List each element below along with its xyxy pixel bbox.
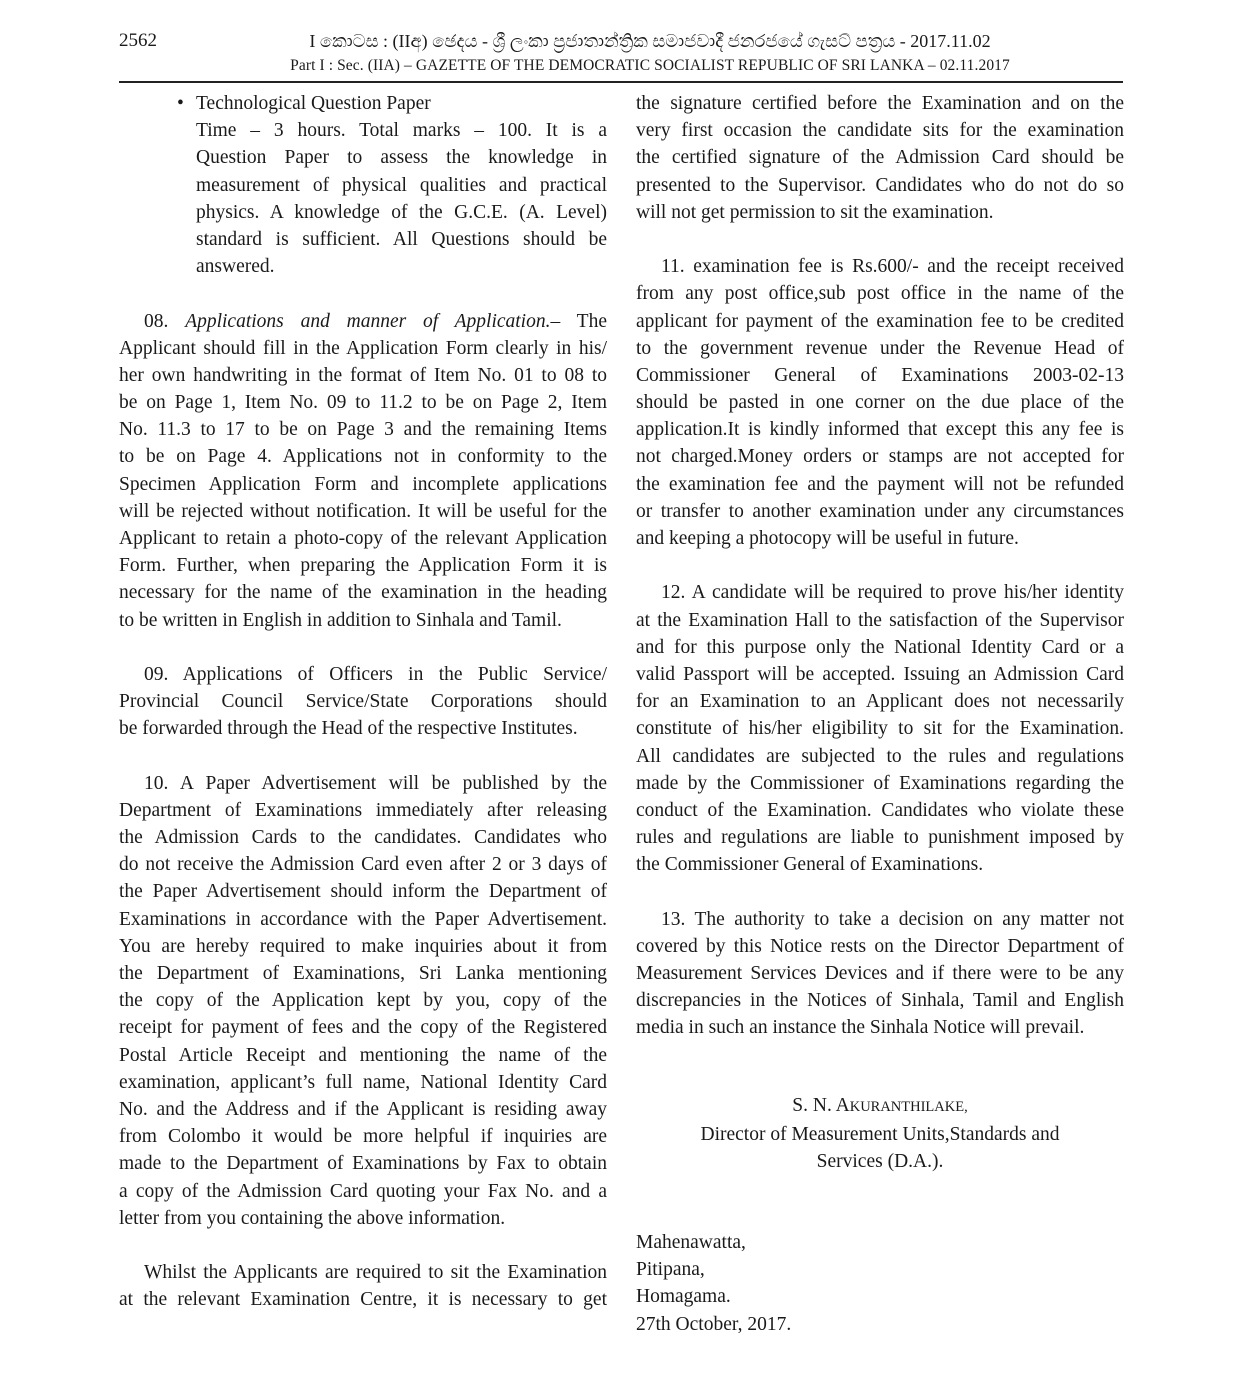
text-line: necessary for the name of the examination in the heading [119,582,607,604]
text-line: answered. [196,256,275,278]
text-line: will not get permission to sit the examination. [636,201,994,223]
text-line: Form. Further, when preparing the Application Form it is [119,555,607,577]
address-line: Homagama. [636,1286,731,1308]
text-line: to the government revenue under the Revenue Head of [636,337,1124,359]
text-line: constitute of his/her eligibility to sit for the Examination. [636,718,1124,740]
text-line: from Colombo it would be more helpful if inquiries are [119,1126,607,1148]
signature-block [636,1092,1124,1176]
text-line: at the relevant Examination Centre, it is necessary to get [119,1289,607,1311]
text-line: physics. A knowledge of the G.C.E. (A. Level) [196,201,607,223]
text-line: examination, applicant’s full name, National Identity Card [119,1071,607,1093]
header-sinhala-title: I කොටස : (IIඅ) ඡෙදය - ශ්‍රී ලංකා ප්‍රජාතාන්ත්‍රික සමාජවාදී ජනරජයේ ගැසට් පත්‍රය - 2017.11.02 [309,31,991,51]
text-line: applicant for payment of the examination fee to be credited [636,310,1124,332]
address-line: Pitipana, [636,1259,705,1281]
left-column [119,90,607,1313]
text-line: 12. A candidate will be required to prove his/her identity [661,582,1124,604]
text-line: not charged.Money orders or stamps are not accepted for [636,446,1124,468]
text-line: Applicant should fill in the Application Form clearly in his/ [119,337,607,359]
text-line: the certified signature of the Admission Card should be [636,147,1124,169]
date-line: 27th October, 2017. [636,1313,792,1335]
address-block [636,1229,791,1338]
text-line: the copy of the Application kept by you, copy of the [119,990,607,1012]
text-line: do not receive the Admission Card even after 2 or 3 days of [119,854,607,876]
text-line: very first occasion the candidate sits for the examination [636,120,1124,142]
paragraph-08-heading-line [119,308,607,335]
text-line: to be written in English in addition to Sinhala and Tamil. [119,609,562,631]
text-line: the signature certified before the Examination and on the [636,93,1124,114]
text-line: presented to the Supervisor. Candidates who do not do so [636,174,1124,196]
text-line: Measurement Services Devices and if there were to be any [636,963,1124,984]
bullet-icon: • [177,93,184,114]
text-line: valid Passport will be accepted. Issuing an Admission Card [636,663,1124,685]
paragraph-13 [636,906,1124,1042]
paragraph-10 [119,770,607,1232]
paragraph-11 [636,253,1124,552]
page-number: 2562 [119,30,157,51]
text-line: measurement of physical qualities and practical [196,174,607,196]
text-line: Specimen Application Form and incomplete applications [119,473,607,495]
text-line: her own handwriting in the format of Item No. 01 to 08 to [119,364,607,386]
text-line: covered by this Notice rests on the Director Department of [636,935,1124,957]
text-line: 11. examination fee is Rs.600/- and the receipt received [661,256,1124,278]
text-line: and for this purpose only the National Identity Card or a [636,636,1124,658]
text-line: to be on Page 4. Applications not in conformity to the [119,446,607,468]
signatory-title-line: Director of Measurement Units,Standards and [700,1124,1060,1146]
signatory-name-initials: S. N. A [792,1095,850,1116]
header-divider [119,81,1123,83]
technological-paper-item [119,90,607,280]
text-line: All candidates are subjected to the rules and regulations [636,745,1124,767]
text-line: will be rejected without notification. It will be useful for the [119,500,607,522]
paragraph-09 [119,661,607,743]
text-line: You are hereby required to make inquiries about it from [119,935,607,957]
text-line: the examination fee and the payment will not be refunded [636,473,1124,495]
text-line: or transfer to another examination under any circumstances [636,500,1124,522]
text-line: 09. Applications of Officers in the Public Service/ [144,663,607,685]
paragraph-12 [636,579,1124,878]
text-line: No. and the Address and if the Applicant is residing away [119,1098,607,1120]
paragraph-whilst [119,1259,607,1313]
text-line: application.It is kindly informed that except this any fee is [636,419,1124,441]
text-line: should be pasted in one corner on the due place of the [636,392,1124,414]
paragraph-number: 08. [144,310,169,332]
text-line: discrepancies in the Notices of Sinhala, Tamil and English [636,990,1124,1012]
text-line: rules and regulations are liable to punishment imposed by [636,827,1124,849]
text-line: Postal Article Receipt and mentioning the name of the [119,1044,607,1066]
text-line: a copy of the Admission Card quoting your Fax No. and a [119,1180,607,1202]
text-line: receipt for payment of fees and the copy of the Registered [119,1017,607,1039]
paragraph-continuation [636,90,1124,226]
address-line: Mahenawatta, [636,1232,746,1253]
text-line: 13. The authority to take a decision on any matter not [661,908,1124,930]
text-line: the Paper Advertisement should inform the Department of [119,881,607,903]
text-line: the Department of Examinations, Sri Lanka mentioning [119,963,607,984]
text-line: made by the Commissioner of Examinations regarding the [636,772,1124,794]
bullet-title: Technological Question Paper [196,93,431,114]
bullet-title-line [177,90,607,117]
right-column [636,90,1124,1042]
text-line: Whilst the Applicants are required to sit the Examination [144,1262,607,1284]
text-line: Question Paper to assess the knowledge in [196,147,607,169]
heading-dash: – The [550,310,608,332]
text-line: from any post office,sub post office in the name of the [636,283,1124,305]
text-line: the Admission Cards to the candidates. Candidates who [119,827,607,849]
text-line: conduct of the Examination. Candidates who violate these [636,799,1124,821]
text-line: No. 11.3 to 17 to be on Page 3 and the remaining Items [119,419,607,441]
text-line: Commissioner General of Examinations 2003-02-13 [636,364,1124,386]
text-line: be forwarded through the Head of the respective Institutes. [119,718,578,740]
text-line: Department of Examinations immediately after releasing [119,799,607,821]
text-line: Applicant to retain a photo-copy of the relevant Application [119,528,607,549]
signatory-name-surname: KURANTHILAKE, [849,1099,968,1115]
text-line: standard is sufficient. All Questions should be [196,228,607,250]
text-line: be on Page 1, Item No. 09 to 11.2 to be on Page 2, Item [119,392,607,414]
text-line: the Commissioner General of Examinations. [636,854,984,876]
text-line: Time – 3 hours. Total marks – 100. It is a [196,120,607,142]
text-line: Examinations in accordance with the Paper Advertisement. [119,908,607,930]
text-line: letter from you containing the above information. [119,1207,506,1229]
text-line: and keeping a photocopy will be useful in future. [636,528,1019,549]
text-line: 10. A Paper Advertisement will be published by the [144,772,607,794]
signatory-name [636,1092,1124,1121]
text-line: at the Examination Hall to the satisfaction of the Supervisor [636,609,1124,631]
text-line: made to the Department of Examinations by Fax to obtain [119,1153,607,1175]
header-english-title: Part I : Sec. (IIA) – GAZETTE OF THE DEMOCRATIC SOCIALIST REPUBLIC OF SRI LANKA – 02.11.2017 [290,57,1010,74]
text-line: for an Examination to an Applicant does not necessarily [636,691,1124,713]
text-line: media in such an instance the Sinhala Notice will prevail. [636,1017,1085,1039]
signatory-title-line: Services (D.A.). [816,1151,944,1173]
text-line: Provincial Council Service/State Corporations should [119,691,607,713]
paragraph-08 [119,308,607,634]
section-heading: Applications and manner of Application. [185,310,551,332]
